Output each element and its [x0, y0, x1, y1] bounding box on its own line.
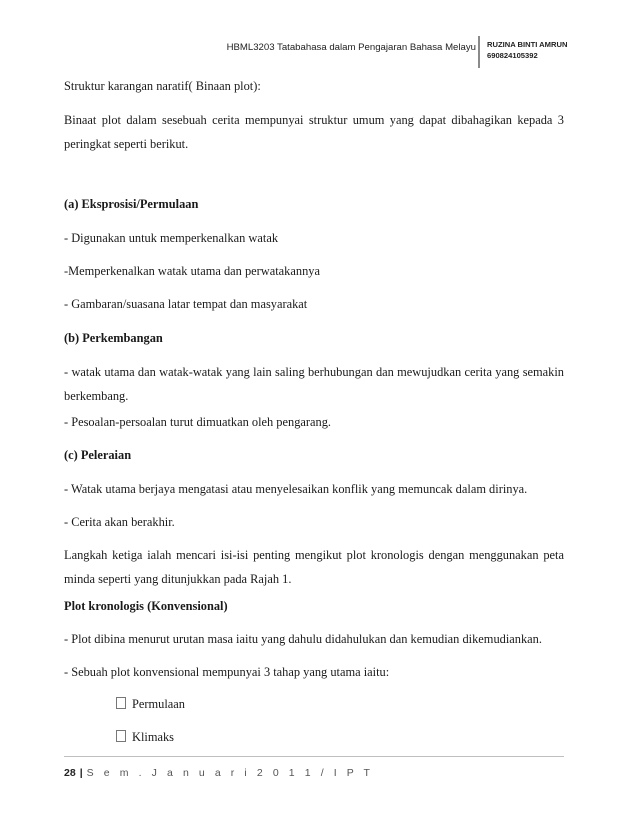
line-c2: - Cerita akan berakhir. — [64, 515, 175, 529]
author-id: 690824105392 — [487, 51, 538, 60]
footer-divider — [64, 756, 564, 757]
line-a1: - Digunakan untuk memperkenalkan watak — [64, 231, 279, 245]
author-block — [487, 39, 567, 61]
footer-separator: | — [79, 767, 83, 779]
page-number: 28 — [64, 767, 76, 779]
line-b1: - watak utama dan watak-watak yang lain saling berhubungan dan mewujudkan cerita yang semakin berkembang. — [64, 365, 564, 403]
line-plot1: - Plot dibina menurut urutan masa iaitu yang dahulu didahulukan dan kemudian dikemudiankan. — [64, 632, 542, 646]
page-footer — [64, 767, 374, 779]
line-c1: - Watak utama berjaya mengatasi atau menyelesaikan konflik yang memuncak dalam dirinya. — [64, 482, 528, 496]
checkbox-bullet-icon — [116, 730, 126, 742]
line-a2: -Memperkenalkan watak utama dan perwatakannya — [64, 264, 320, 278]
author-name: RUZINA BINTI AMRUN — [487, 40, 568, 49]
list-item — [116, 727, 174, 747]
line-plot2: - Sebuah plot konvensional mempunyai 3 tahap yang utama iaitu: — [64, 665, 390, 679]
paragraph-binaan-plot: Binaat plot dalam sesebuah cerita mempunyai struktur umum yang dapat dibahagikan kepada 3 peringkat seperti berikut. — [64, 113, 564, 151]
header-divider — [478, 36, 480, 68]
list-item-label: Klimaks — [132, 730, 174, 744]
line-b2: - Pesoalan-persoalan turut dimuatkan oleh pengarang. — [64, 415, 331, 429]
course-title: HBML3203 Tatabahasa dalam Pengajaran Bahasa Melayu — [226, 42, 476, 53]
heading-plot-kronologis: Plot kronologis (Konvensional) — [64, 599, 228, 613]
heading-perkembangan: (b) Perkembangan — [64, 331, 163, 345]
paragraph-langkah-ketiga: Langkah ketiga ialah mencari isi-isi penting mengikut plot kronologis dengan menggunakan peta minda seperti yang ditunjukkan pada Rajah 1. — [64, 548, 564, 586]
paragraph-struktur: Struktur karangan naratif( Binaan plot): — [64, 79, 261, 93]
list-item — [116, 694, 185, 714]
line-a3: - Gambaran/suasana latar tempat dan masyarakat — [64, 297, 308, 311]
heading-eksprosisi: (a) Eksprosisi/Permulaan — [64, 197, 199, 211]
semester-label: S e m . J a n u a r i 2 0 1 1 / I P T — [86, 767, 374, 779]
checkbox-bullet-icon — [116, 697, 126, 709]
page-header — [0, 36, 638, 72]
heading-peleraian: (c) Peleraian — [64, 448, 132, 462]
list-item-label: Permulaan — [132, 697, 185, 711]
